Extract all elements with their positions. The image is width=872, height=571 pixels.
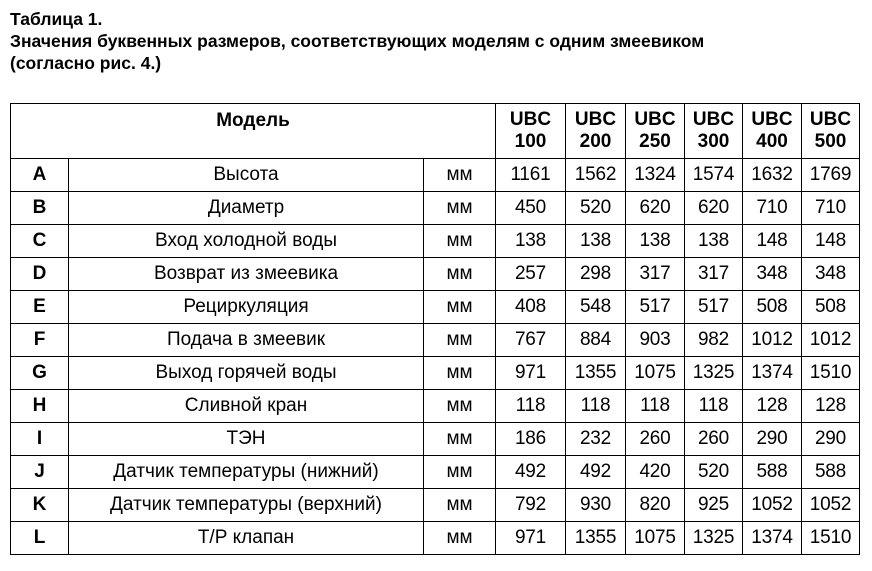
table-row xyxy=(11,423,860,456)
dimension-name: Т/Р клапан xyxy=(69,522,424,555)
dimension-name: Вход холодной воды xyxy=(69,225,424,258)
dimension-value: 148 xyxy=(743,225,802,258)
dimension-value: 588 xyxy=(802,456,860,489)
dimension-value: 317 xyxy=(685,258,743,291)
dimension-value: 1355 xyxy=(566,357,626,390)
model-size-label: 300 xyxy=(697,131,730,152)
dimension-value: 520 xyxy=(566,192,626,225)
model-header-cell xyxy=(626,104,685,159)
dimension-value: 1325 xyxy=(685,522,743,555)
table-row xyxy=(11,291,860,324)
dimension-name: Диаметр xyxy=(69,192,424,225)
dimension-value: 1052 xyxy=(743,489,802,522)
dimension-unit: мм xyxy=(424,390,496,423)
table-row xyxy=(11,159,860,192)
dimensions-table xyxy=(10,103,860,555)
dimension-unit: мм xyxy=(424,291,496,324)
dimension-value: 820 xyxy=(626,489,685,522)
dimension-value: 450 xyxy=(496,192,566,225)
table-row xyxy=(11,225,860,258)
dimension-letter: K xyxy=(11,489,69,522)
dimension-value: 517 xyxy=(685,291,743,324)
dimension-value: 1374 xyxy=(743,522,802,555)
dimension-value: 548 xyxy=(566,291,626,324)
dimension-value: 138 xyxy=(496,225,566,258)
dimension-value: 148 xyxy=(802,225,860,258)
model-header-cell xyxy=(685,104,743,159)
dimension-value: 517 xyxy=(626,291,685,324)
dimension-value: 492 xyxy=(566,456,626,489)
dimension-name: Датчик температуры (нижний) xyxy=(69,456,424,489)
dimension-letter: H xyxy=(11,390,69,423)
dimension-value: 520 xyxy=(685,456,743,489)
dimension-value: 138 xyxy=(566,225,626,258)
dimension-unit: мм xyxy=(424,324,496,357)
dimension-value: 1355 xyxy=(566,522,626,555)
model-size-label: 200 xyxy=(579,131,612,152)
dimension-value: 290 xyxy=(802,423,860,456)
dimension-unit: мм xyxy=(424,423,496,456)
dimension-value: 925 xyxy=(685,489,743,522)
dimension-letter: I xyxy=(11,423,69,456)
dimension-value: 792 xyxy=(496,489,566,522)
dimension-value: 1012 xyxy=(802,324,860,357)
dimension-name: Возврат из змеевика xyxy=(69,258,424,291)
model-series-label: UBC xyxy=(634,109,676,130)
dimension-value: 257 xyxy=(496,258,566,291)
dimension-value: 1510 xyxy=(802,357,860,390)
dimension-value: 408 xyxy=(496,291,566,324)
dimension-letter: C xyxy=(11,225,69,258)
dimension-value: 290 xyxy=(743,423,802,456)
table-row xyxy=(11,456,860,489)
dimension-unit: мм xyxy=(424,522,496,555)
dimension-letter: J xyxy=(11,456,69,489)
dimension-name: Высота xyxy=(69,159,424,192)
dimension-unit: мм xyxy=(424,258,496,291)
dimension-value: 118 xyxy=(566,390,626,423)
model-size-label: 400 xyxy=(756,131,788,152)
table-row xyxy=(11,324,860,357)
table-row xyxy=(11,522,860,555)
table-header-row xyxy=(11,104,860,159)
caption-title: Таблица 1. xyxy=(10,9,103,29)
dimension-value: 930 xyxy=(566,489,626,522)
dimension-value: 588 xyxy=(743,456,802,489)
model-size-label: 250 xyxy=(639,131,671,152)
caption-description: Значения буквенных размеров, соответствующих моделям с одним змеевиком xyxy=(10,31,705,51)
model-header-cell xyxy=(496,104,566,159)
dimension-value: 620 xyxy=(626,192,685,225)
table-row xyxy=(11,390,860,423)
dimension-value: 1052 xyxy=(802,489,860,522)
dimension-value: 118 xyxy=(626,390,685,423)
dimension-value: 492 xyxy=(496,456,566,489)
dimension-value: 1374 xyxy=(743,357,802,390)
dimension-value: 298 xyxy=(566,258,626,291)
dimension-name: Датчик температуры (верхний) xyxy=(69,489,424,522)
model-series-label: UBC xyxy=(692,109,735,130)
dimension-value: 232 xyxy=(566,423,626,456)
dimension-value: 1161 xyxy=(496,159,566,192)
dimension-value: 767 xyxy=(496,324,566,357)
dimension-letter: B xyxy=(11,192,69,225)
dimension-letter: G xyxy=(11,357,69,390)
dimension-letter: F xyxy=(11,324,69,357)
dimension-unit: мм xyxy=(424,192,496,225)
dimension-value: 186 xyxy=(496,423,566,456)
model-series-label: UBC xyxy=(509,109,552,130)
table-row xyxy=(11,357,860,390)
dimension-value: 420 xyxy=(626,456,685,489)
dimension-value: 884 xyxy=(566,324,626,357)
dimension-unit: мм xyxy=(424,489,496,522)
model-series-label: UBC xyxy=(809,109,852,130)
dimension-value: 710 xyxy=(743,192,802,225)
dimension-value: 260 xyxy=(685,423,743,456)
dimension-name: Подача в змеевик xyxy=(69,324,424,357)
dimension-value: 620 xyxy=(685,192,743,225)
model-series-label: UBC xyxy=(751,109,793,130)
dimension-value: 1574 xyxy=(685,159,743,192)
model-header-cell: Модель xyxy=(11,104,496,159)
dimension-value: 1325 xyxy=(685,357,743,390)
dimension-value: 508 xyxy=(743,291,802,324)
model-size-label: 500 xyxy=(814,131,847,152)
dimension-unit: мм xyxy=(424,357,496,390)
dimension-value: 260 xyxy=(626,423,685,456)
model-header-cell xyxy=(802,104,860,159)
dimension-value: 982 xyxy=(685,324,743,357)
dimension-value: 508 xyxy=(802,291,860,324)
model-size-label: 100 xyxy=(514,131,547,152)
dimension-value: 1075 xyxy=(626,357,685,390)
table-row xyxy=(11,489,860,522)
dimension-value: 138 xyxy=(685,225,743,258)
dimension-name: ТЭН xyxy=(69,423,424,456)
dimension-name: Выход горячей воды xyxy=(69,357,424,390)
table-row xyxy=(11,192,860,225)
table-caption xyxy=(10,8,860,74)
dimension-value: 1562 xyxy=(566,159,626,192)
dimension-value: 710 xyxy=(802,192,860,225)
caption-reference: (согласно рис. 4.) xyxy=(10,53,162,73)
dimension-value: 903 xyxy=(626,324,685,357)
dimension-value: 1075 xyxy=(626,522,685,555)
model-header-cell xyxy=(743,104,802,159)
dimension-value: 348 xyxy=(802,258,860,291)
dimension-letter: L xyxy=(11,522,69,555)
dimension-unit: мм xyxy=(424,225,496,258)
dimension-value: 138 xyxy=(626,225,685,258)
dimension-value: 128 xyxy=(743,390,802,423)
dimension-value: 348 xyxy=(743,258,802,291)
dimension-value: 118 xyxy=(496,390,566,423)
dimension-name: Сливной кран xyxy=(69,390,424,423)
dimension-value: 971 xyxy=(496,357,566,390)
table-row xyxy=(11,258,860,291)
dimension-value: 128 xyxy=(802,390,860,423)
dimension-value: 971 xyxy=(496,522,566,555)
dimension-value: 118 xyxy=(685,390,743,423)
dimension-letter: A xyxy=(11,159,69,192)
dimension-unit: мм xyxy=(424,159,496,192)
table-body xyxy=(11,104,860,555)
dimension-value: 1769 xyxy=(802,159,860,192)
dimension-value: 1632 xyxy=(743,159,802,192)
model-series-label: UBC xyxy=(574,109,617,130)
dimension-unit: мм xyxy=(424,456,496,489)
model-header-cell xyxy=(566,104,626,159)
dimension-value: 1510 xyxy=(802,522,860,555)
dimension-name: Рециркуляция xyxy=(69,291,424,324)
dimension-value: 1324 xyxy=(626,159,685,192)
dimension-value: 317 xyxy=(626,258,685,291)
dimension-letter: E xyxy=(11,291,69,324)
dimension-value: 1012 xyxy=(743,324,802,357)
dimension-letter: D xyxy=(11,258,69,291)
